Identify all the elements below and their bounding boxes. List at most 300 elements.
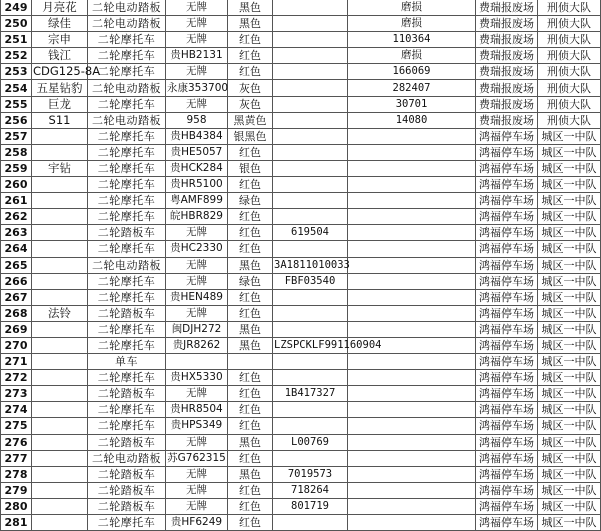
brand-cell <box>32 466 88 482</box>
color-cell: 红色 <box>228 241 273 257</box>
row-number-cell: 280 <box>1 498 32 514</box>
plate-cell: 贵HB4384 <box>166 128 228 144</box>
color-cell: 黑色 <box>228 16 273 32</box>
plate-cell: 永康353700 <box>166 80 228 96</box>
brand-cell <box>32 209 88 225</box>
row-number-cell: 273 <box>1 386 32 402</box>
frame-number-cell <box>273 370 348 386</box>
color-cell: 红色 <box>228 386 273 402</box>
storage-lot-cell: 鸿福停车场 <box>476 177 538 193</box>
table-row <box>1 177 601 193</box>
vehicle-type-cell: 二轮摩托车 <box>88 32 166 48</box>
row-number-cell: 260 <box>1 177 32 193</box>
plate-cell: 无牌 <box>166 466 228 482</box>
color-cell: 黑色 <box>228 434 273 450</box>
storage-lot-cell: 费瑞报废场 <box>476 96 538 112</box>
plate-cell: 无牌 <box>166 225 228 241</box>
color-cell: 红色 <box>228 515 273 531</box>
engine-number-cell <box>348 515 476 531</box>
frame-number-cell <box>273 16 348 32</box>
handover-unit-cell: 城区一中队 <box>538 177 601 193</box>
handover-unit-cell: 刑侦大队 <box>538 112 601 128</box>
table-row <box>1 273 601 289</box>
plate-cell: 贵HPS349 <box>166 418 228 434</box>
brand-cell: 钱江 <box>32 48 88 64</box>
engine-number-cell <box>348 386 476 402</box>
vehicle-type-cell: 二轮踏板车 <box>88 498 166 514</box>
handover-unit-cell: 城区一中队 <box>538 305 601 321</box>
brand-cell <box>32 498 88 514</box>
frame-number-cell <box>273 80 348 96</box>
storage-lot-cell: 费瑞报废场 <box>476 32 538 48</box>
vehicle-type-cell: 二轮摩托车 <box>88 144 166 160</box>
vehicle-type-cell: 二轮摩托车 <box>88 160 166 176</box>
engine-number-cell <box>348 482 476 498</box>
brand-cell <box>32 177 88 193</box>
plate-cell: 皖HBR829 <box>166 209 228 225</box>
handover-unit-cell: 城区一中队 <box>538 498 601 514</box>
vehicle-type-cell: 二轮电动踏板 <box>88 450 166 466</box>
vehicle-type-cell: 二轮踏板车 <box>88 466 166 482</box>
row-number-cell: 261 <box>1 193 32 209</box>
vehicle-type-cell: 二轮摩托车 <box>88 128 166 144</box>
handover-unit-cell: 刑侦大队 <box>538 16 601 32</box>
brand-cell <box>32 241 88 257</box>
frame-number-cell <box>273 450 348 466</box>
row-number-cell: 249 <box>1 0 32 16</box>
storage-lot-cell: 费瑞报废场 <box>476 64 538 80</box>
color-cell: 黑色 <box>228 321 273 337</box>
engine-number-cell <box>348 434 476 450</box>
table-row <box>1 112 601 128</box>
table-row <box>1 515 601 531</box>
frame-number-cell <box>273 289 348 305</box>
table-row <box>1 450 601 466</box>
handover-unit-cell: 城区一中队 <box>538 354 601 370</box>
storage-lot-cell: 鸿福停车场 <box>476 128 538 144</box>
row-number-cell: 256 <box>1 112 32 128</box>
storage-lot-cell: 鸿福停车场 <box>476 354 538 370</box>
engine-number-cell <box>348 241 476 257</box>
table-row <box>1 193 601 209</box>
vehicle-type-cell: 二轮踏板车 <box>88 305 166 321</box>
color-cell: 红色 <box>228 418 273 434</box>
vehicle-type-cell: 二轮摩托车 <box>88 64 166 80</box>
vehicle-type-cell: 二轮摩托车 <box>88 48 166 64</box>
vehicle-type-cell: 二轮电动踏板 <box>88 0 166 16</box>
frame-number-cell: 1B417327 <box>273 386 348 402</box>
row-number-cell: 252 <box>1 48 32 64</box>
row-number-cell: 278 <box>1 466 32 482</box>
color-cell: 红色 <box>228 289 273 305</box>
table-row <box>1 354 601 370</box>
plate-cell: 无牌 <box>166 273 228 289</box>
color-cell: 红色 <box>228 32 273 48</box>
row-number-cell: 271 <box>1 354 32 370</box>
color-cell: 红色 <box>228 370 273 386</box>
frame-number-cell <box>273 241 348 257</box>
plate-cell: 贵HR5100 <box>166 177 228 193</box>
frame-number-cell <box>273 305 348 321</box>
storage-lot-cell: 费瑞报废场 <box>476 112 538 128</box>
frame-number-cell <box>273 354 348 370</box>
plate-cell: 苏G762315 <box>166 450 228 466</box>
storage-lot-cell: 鸿福停车场 <box>476 305 538 321</box>
handover-unit-cell: 城区一中队 <box>538 418 601 434</box>
vehicle-type-cell: 二轮电动踏板 <box>88 112 166 128</box>
storage-lot-cell: 鸿福停车场 <box>476 241 538 257</box>
brand-cell <box>32 289 88 305</box>
handover-unit-cell: 城区一中队 <box>538 402 601 418</box>
frame-number-cell: FBF03540 <box>273 273 348 289</box>
table-row <box>1 16 601 32</box>
brand-cell <box>32 273 88 289</box>
color-cell: 红色 <box>228 402 273 418</box>
table-row <box>1 466 601 482</box>
plate-cell: 无牌 <box>166 0 228 16</box>
brand-cell <box>32 434 88 450</box>
row-number-cell: 255 <box>1 96 32 112</box>
table-row <box>1 482 601 498</box>
storage-lot-cell: 费瑞报废场 <box>476 48 538 64</box>
color-cell: 红色 <box>228 225 273 241</box>
vehicle-type-cell: 二轮摩托车 <box>88 370 166 386</box>
table-row <box>1 32 601 48</box>
frame-number-cell <box>273 128 348 144</box>
brand-cell: S11 <box>32 112 88 128</box>
color-cell: 灰色 <box>228 96 273 112</box>
table-row <box>1 418 601 434</box>
row-number-cell: 262 <box>1 209 32 225</box>
handover-unit-cell: 城区一中队 <box>538 289 601 305</box>
frame-number-cell: 801719 <box>273 498 348 514</box>
engine-number-cell <box>348 498 476 514</box>
color-cell: 黑色 <box>228 0 273 16</box>
plate-cell: 贵HC2330 <box>166 241 228 257</box>
handover-unit-cell: 城区一中队 <box>538 434 601 450</box>
engine-number-cell: 磨损 <box>348 16 476 32</box>
frame-number-cell: 619504 <box>273 225 348 241</box>
plate-cell: 贵HB2131 <box>166 48 228 64</box>
engine-number-cell: 110364 <box>348 32 476 48</box>
table-row <box>1 498 601 514</box>
engine-number-cell <box>348 257 476 273</box>
brand-cell <box>32 128 88 144</box>
color-cell: 红色 <box>228 177 273 193</box>
plate-cell: 贵HR8504 <box>166 402 228 418</box>
handover-unit-cell: 城区一中队 <box>538 257 601 273</box>
row-number-cell: 269 <box>1 321 32 337</box>
table-row <box>1 96 601 112</box>
handover-unit-cell: 刑侦大队 <box>538 48 601 64</box>
engine-number-cell: 磨损 <box>348 48 476 64</box>
plate-cell: 贵HF6249 <box>166 515 228 531</box>
frame-number-cell <box>273 402 348 418</box>
storage-lot-cell: 鸿福停车场 <box>476 450 538 466</box>
frame-number-cell <box>273 177 348 193</box>
brand-cell: 月亮花 <box>32 0 88 16</box>
table-row <box>1 225 601 241</box>
engine-number-cell <box>348 177 476 193</box>
brand-cell: 绿佳 <box>32 16 88 32</box>
plate-cell: 无牌 <box>166 482 228 498</box>
handover-unit-cell: 刑侦大队 <box>538 80 601 96</box>
brand-cell: 五星钻豹 <box>32 80 88 96</box>
row-number-cell: 254 <box>1 80 32 96</box>
handover-unit-cell: 刑侦大队 <box>538 96 601 112</box>
engine-number-cell: 14080 <box>348 112 476 128</box>
brand-cell <box>32 450 88 466</box>
vehicle-type-cell: 二轮摩托车 <box>88 515 166 531</box>
color-cell: 红色 <box>228 305 273 321</box>
vehicle-type-cell: 二轮摩托车 <box>88 273 166 289</box>
handover-unit-cell: 城区一中队 <box>538 193 601 209</box>
vehicle-type-cell: 单车 <box>88 354 166 370</box>
plate-cell: 无牌 <box>166 257 228 273</box>
row-number-cell: 275 <box>1 418 32 434</box>
color-cell <box>228 354 273 370</box>
engine-number-cell <box>348 193 476 209</box>
row-number-cell: 266 <box>1 273 32 289</box>
table-row <box>1 48 601 64</box>
storage-lot-cell: 费瑞报废场 <box>476 0 538 16</box>
handover-unit-cell: 城区一中队 <box>538 515 601 531</box>
vehicle-type-cell: 二轮摩托车 <box>88 289 166 305</box>
frame-number-cell <box>273 193 348 209</box>
brand-cell <box>32 370 88 386</box>
frame-number-cell: L00769 <box>273 434 348 450</box>
table-row <box>1 209 601 225</box>
engine-number-cell <box>348 209 476 225</box>
plate-cell <box>166 354 228 370</box>
frame-number-cell <box>273 515 348 531</box>
row-number-cell: 277 <box>1 450 32 466</box>
handover-unit-cell: 城区一中队 <box>538 128 601 144</box>
table-row <box>1 0 601 16</box>
color-cell: 红色 <box>228 450 273 466</box>
color-cell: 银色 <box>228 160 273 176</box>
color-cell: 红色 <box>228 498 273 514</box>
engine-number-cell <box>348 160 476 176</box>
plate-cell: 贵JR8262 <box>166 337 228 353</box>
storage-lot-cell: 鸿福停车场 <box>476 402 538 418</box>
engine-number-cell <box>348 354 476 370</box>
table-row <box>1 128 601 144</box>
table-row <box>1 80 601 96</box>
storage-lot-cell: 费瑞报废场 <box>476 16 538 32</box>
frame-number-cell <box>273 112 348 128</box>
row-number-cell: 267 <box>1 289 32 305</box>
engine-number-cell <box>348 273 476 289</box>
engine-number-cell <box>348 450 476 466</box>
brand-cell <box>32 337 88 353</box>
storage-lot-cell: 鸿福停车场 <box>476 273 538 289</box>
storage-lot-cell: 鸿福停车场 <box>476 370 538 386</box>
row-number-cell: 264 <box>1 241 32 257</box>
row-number-cell: 270 <box>1 337 32 353</box>
frame-number-cell: 718264 <box>273 482 348 498</box>
handover-unit-cell: 城区一中队 <box>538 466 601 482</box>
brand-cell: 巨龙 <box>32 96 88 112</box>
row-number-cell: 276 <box>1 434 32 450</box>
row-number-cell: 259 <box>1 160 32 176</box>
plate-cell: 贵HCK284 <box>166 160 228 176</box>
brand-cell: CDG125-8A <box>33 64 101 79</box>
storage-lot-cell: 鸿福停车场 <box>476 337 538 353</box>
brand-cell <box>32 354 88 370</box>
frame-number-cell <box>273 64 348 80</box>
storage-lot-cell: 鸿福停车场 <box>476 434 538 450</box>
frame-number-cell <box>273 209 348 225</box>
brand-cell <box>32 418 88 434</box>
table-row <box>1 160 601 176</box>
plate-cell: 无牌 <box>166 305 228 321</box>
storage-lot-cell: 鸿福停车场 <box>476 160 538 176</box>
engine-number-cell <box>348 305 476 321</box>
table-row <box>1 321 601 337</box>
handover-unit-cell: 城区一中队 <box>538 370 601 386</box>
brand-cell <box>32 402 88 418</box>
table-row <box>1 305 601 321</box>
engine-number-cell <box>348 289 476 305</box>
vehicle-type-cell: 二轮摩托车 <box>88 241 166 257</box>
table-row <box>1 434 601 450</box>
row-number-cell: 251 <box>1 32 32 48</box>
engine-number-cell <box>348 402 476 418</box>
brand-cell: 宗申 <box>32 32 88 48</box>
handover-unit-cell: 城区一中队 <box>538 337 601 353</box>
plate-cell: 无牌 <box>166 96 228 112</box>
plate-cell: 贵HX5330 <box>166 370 228 386</box>
color-cell: 红色 <box>228 48 273 64</box>
row-number-cell: 250 <box>1 16 32 32</box>
vehicle-type-cell: 二轮电动踏板 <box>88 80 166 96</box>
storage-lot-cell: 费瑞报废场 <box>476 80 538 96</box>
brand-cell <box>32 515 88 531</box>
handover-unit-cell: 城区一中队 <box>538 386 601 402</box>
plate-cell: 无牌 <box>166 386 228 402</box>
brand-cell <box>32 193 88 209</box>
engine-number-cell <box>348 225 476 241</box>
brand-cell: 法铃 <box>32 305 88 321</box>
frame-number-cell <box>273 321 348 337</box>
handover-unit-cell: 城区一中队 <box>538 225 601 241</box>
handover-unit-cell: 城区一中队 <box>538 241 601 257</box>
frame-number-cell: LZSPCKLF991160904 <box>273 337 348 353</box>
storage-lot-cell: 鸿福停车场 <box>476 386 538 402</box>
handover-unit-cell: 刑侦大队 <box>538 64 601 80</box>
storage-lot-cell: 鸿福停车场 <box>476 193 538 209</box>
handover-unit-cell: 刑侦大队 <box>538 32 601 48</box>
color-cell: 银黑色 <box>228 128 273 144</box>
brand-cell <box>32 321 88 337</box>
storage-lot-cell: 鸿福停车场 <box>476 515 538 531</box>
plate-cell: 贵HE5057 <box>166 144 228 160</box>
vehicle-type-cell: 二轮电动踏板 <box>88 16 166 32</box>
brand-cell <box>32 257 88 273</box>
engine-number-cell <box>348 144 476 160</box>
row-number-cell: 274 <box>1 402 32 418</box>
brand-cell <box>32 482 88 498</box>
color-cell: 黑色 <box>228 257 273 273</box>
vehicle-type-cell: 二轮踏板车 <box>88 386 166 402</box>
vehicle-type-cell: 二轮摩托车 <box>88 177 166 193</box>
frame-number-cell <box>273 32 348 48</box>
plate-cell: 无牌 <box>166 32 228 48</box>
plate-cell: 闽DJH272 <box>166 321 228 337</box>
storage-lot-cell: 鸿福停车场 <box>476 289 538 305</box>
frame-number-cell <box>273 160 348 176</box>
engine-number-cell: 166069 <box>348 64 476 80</box>
vehicle-type-cell: 二轮摩托车 <box>88 209 166 225</box>
handover-unit-cell: 城区一中队 <box>538 321 601 337</box>
table-row <box>1 64 601 80</box>
plate-cell: 贵HEN489 <box>166 289 228 305</box>
table-row <box>1 289 601 305</box>
row-number-cell: 268 <box>1 305 32 321</box>
color-cell: 黑色 <box>228 466 273 482</box>
row-number-cell: 258 <box>1 144 32 160</box>
plate-cell: 粤AMF899 <box>166 193 228 209</box>
table-body <box>1 0 601 531</box>
plate-cell: 无牌 <box>166 16 228 32</box>
vehicle-type-cell: 二轮摩托车 <box>88 193 166 209</box>
row-number-cell: 265 <box>1 257 32 273</box>
vehicle-type-cell: 二轮摩托车 <box>88 337 166 353</box>
vehicle-type-cell: 二轮摩托车 <box>88 96 166 112</box>
row-number-cell: 279 <box>1 482 32 498</box>
brand-cell: 宇钻 <box>32 160 88 176</box>
engine-number-cell: 磨损 <box>348 0 476 16</box>
frame-number-cell <box>273 0 348 16</box>
vehicle-type-cell: 二轮电动踏板 <box>88 257 166 273</box>
handover-unit-cell: 城区一中队 <box>538 209 601 225</box>
handover-unit-cell: 城区一中队 <box>538 450 601 466</box>
table-row <box>1 144 601 160</box>
frame-number-cell <box>273 144 348 160</box>
table-row <box>1 241 601 257</box>
brand-cell <box>32 144 88 160</box>
table-row <box>1 370 601 386</box>
storage-lot-cell: 鸿福停车场 <box>476 144 538 160</box>
engine-number-cell <box>348 321 476 337</box>
engine-number-cell: 30701 <box>348 96 476 112</box>
storage-lot-cell: 鸿福停车场 <box>476 321 538 337</box>
color-cell: 黑色 <box>228 337 273 353</box>
storage-lot-cell: 鸿福停车场 <box>476 209 538 225</box>
handover-unit-cell: 城区一中队 <box>538 273 601 289</box>
storage-lot-cell: 鸿福停车场 <box>476 418 538 434</box>
plate-cell: 无牌 <box>166 434 228 450</box>
plate-cell: 无牌 <box>166 498 228 514</box>
row-number-cell: 263 <box>1 225 32 241</box>
vehicle-type-cell: 二轮摩托车 <box>88 402 166 418</box>
vehicle-type-cell: 二轮踏板车 <box>88 482 166 498</box>
engine-number-cell <box>348 128 476 144</box>
color-cell: 红色 <box>228 209 273 225</box>
handover-unit-cell: 刑侦大队 <box>538 0 601 16</box>
vehicle-type-cell: 二轮摩托车 <box>88 418 166 434</box>
color-cell: 黑黄色 <box>228 112 273 128</box>
storage-lot-cell: 鸿福停车场 <box>476 225 538 241</box>
frame-number-cell <box>273 418 348 434</box>
table-row <box>1 402 601 418</box>
frame-number-cell <box>273 48 348 64</box>
color-cell: 红色 <box>228 64 273 80</box>
handover-unit-cell: 城区一中队 <box>538 160 601 176</box>
engine-number-cell <box>348 418 476 434</box>
table-row <box>1 257 601 273</box>
